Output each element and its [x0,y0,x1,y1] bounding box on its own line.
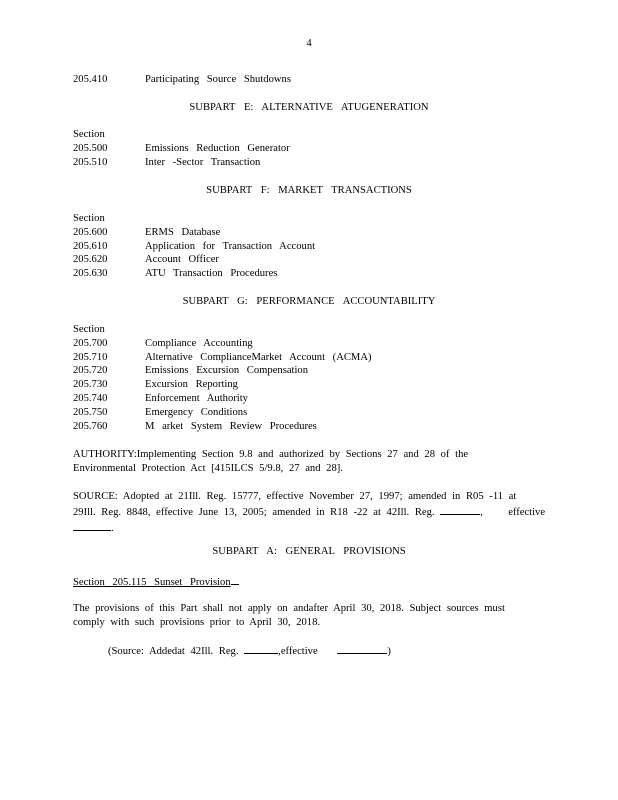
subpart-f-heading: SUBPART F: MARKET TRANSACTIONS [206,185,412,196]
section-heading: Section 205.115 Sunset Provision [73,577,231,588]
source-line-2 [73,504,546,520]
page-number: 4 [306,38,312,49]
section-title: Inter -Sector Transaction [145,156,261,168]
blank-field [337,643,387,654]
source-added-close: ) [387,646,391,657]
section-title: Application for Transaction Account [145,240,316,252]
section-number: 205.610 [73,240,108,252]
authority-note [73,448,533,476]
section-number: 205.600 [73,226,108,238]
section-title: Participating Source Shutdowns [145,74,291,85]
toc-top [73,73,533,87]
section-title: Emissions Excursion Compensation [145,365,309,377]
body-line-1: The provisions of this Part shall not apply on andafter April 30, 2018. Subject sources must [73,603,505,614]
authority-line-2: Environmental Protection Act [415ILCS 5/9.8, 27 and 28]. [73,462,343,474]
toc-entry [73,406,533,420]
section-number: 205.510 [73,156,108,168]
section-label: Section [73,129,105,140]
source-added-text: (Source: Addedat 42Ill. Reg. [108,646,239,657]
source-added-note [108,643,528,659]
section-title: Enforcement Authority [145,392,248,404]
source-period: . [111,522,114,534]
toc-entry [73,364,533,378]
subpart-f-toc [73,212,533,281]
toc-entry [73,267,533,281]
section-heading-block [73,574,533,590]
section-number: 205.500 [73,142,108,154]
subpart-a-heading: SUBPART A: GENERAL PROVISIONS [212,546,406,557]
subpart-e-toc [73,128,533,169]
source-effective-label: effective [508,506,546,518]
toc-entry [73,378,533,392]
toc-entry [73,337,533,351]
source-line-2-text: 29Ill. Reg. 8848, effective June 13, 2005; amended in R18 -22 at 42Ill. Reg. [73,506,435,518]
blank-field [440,504,480,515]
section-number: 205.710 [73,351,108,363]
section-number: 205.410 [73,74,108,85]
section-title: Emissions Reduction Generator [145,142,290,154]
heading-underline-tail [231,574,239,585]
source-line-1: SOURCE: Adopted at 21Ill. Reg. 15777, effective November 27, 1997; amended in R05 -11 at [73,491,517,502]
sunset-body [73,602,533,630]
toc-entry [73,420,533,434]
section-title: Excursion Reporting [145,379,238,391]
toc-entry [73,156,533,170]
source-note [73,490,546,535]
toc-entry [73,226,533,240]
source-line-3 [73,520,533,536]
source-added-effective: ,effective [278,646,318,657]
subpart-e-heading: SUBPART E: ALTERNATIVE ATUGENERATION [189,102,429,113]
toc-entry [73,253,533,267]
section-number: 205.630 [73,268,108,280]
section-label: Section [73,324,105,335]
section-label: Section [73,213,105,224]
toc-entry [73,351,533,365]
blank-field [244,643,278,654]
section-title: ERMS Database [145,226,221,238]
section-number: 205.740 [73,392,108,404]
blank-field [73,520,111,531]
toc-entry [73,240,533,254]
section-number: 205.750 [73,406,108,418]
section-number: 205.720 [73,365,108,377]
section-title: Account Officer [145,254,219,266]
section-title: Compliance Accounting [145,337,253,349]
section-title: ATU Transaction Procedures [145,268,278,280]
toc-entry [73,73,533,87]
subpart-g-heading: SUBPART G: PERFORMANCE ACCOUNTABILITY [182,296,436,307]
section-number: 205.700 [73,337,108,349]
source-comma: , [480,506,483,518]
section-number: 205.620 [73,254,108,266]
body-line-2: comply with such provisions prior to April 30, 2018. [73,616,321,628]
section-title: Alternative ComplianceMarket Account (ACMA) [145,351,372,363]
section-number: 205.730 [73,379,108,391]
toc-entry [73,392,533,406]
authority-line-1: AUTHORITY:Implementing Section 9.8 and authorized by Sections 27 and 28 of the [73,449,469,460]
subpart-g-toc [73,323,533,433]
section-title: M arket System Review Procedures [145,420,317,432]
section-title: Emergency Conditions [145,406,248,418]
toc-entry [73,142,533,156]
section-number: 205.760 [73,420,108,432]
